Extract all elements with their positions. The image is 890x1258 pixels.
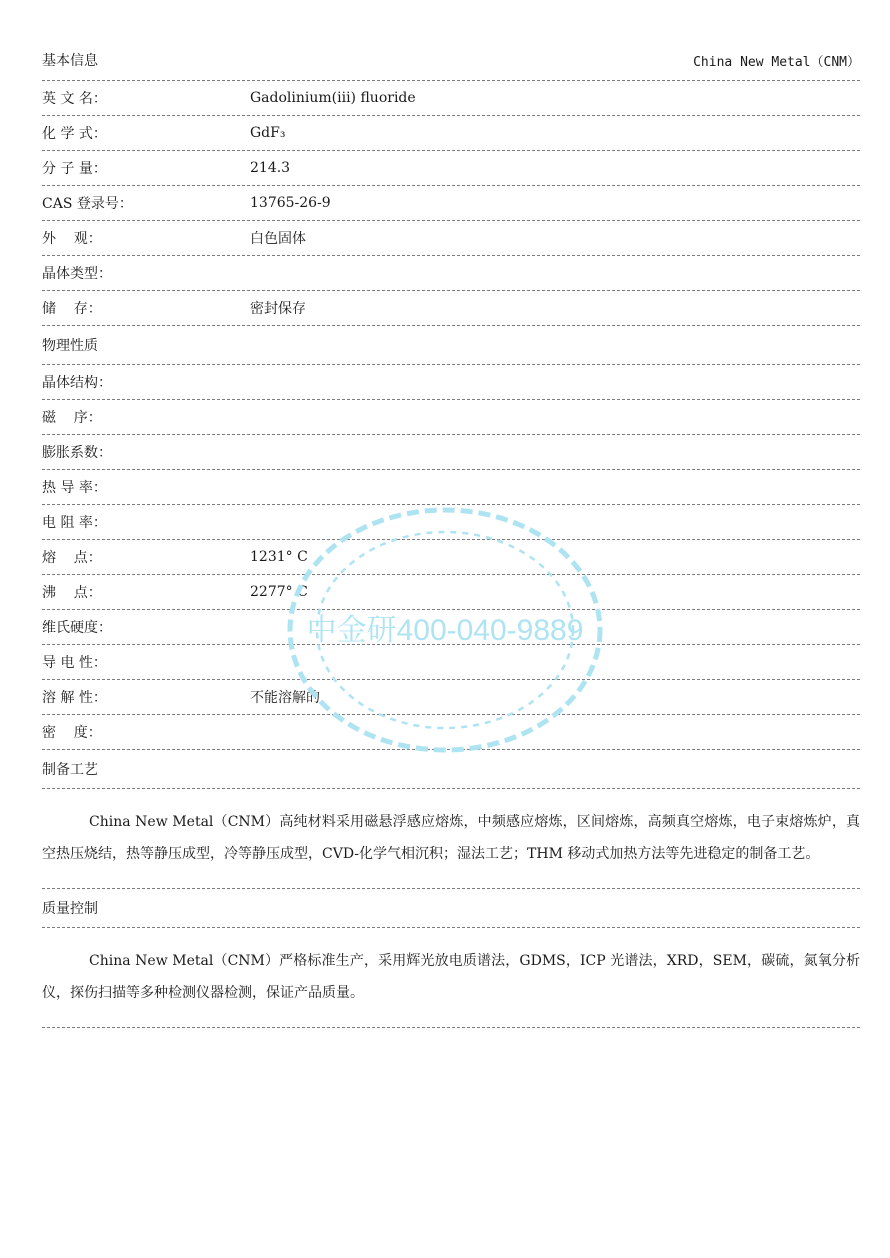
table-row [42,540,860,575]
row-label: 电 阻 率： [42,515,107,531]
table-row [42,505,860,540]
row-label: 磁 序： [42,410,102,426]
row-value: 白色固体 [250,231,306,247]
table-row [42,470,860,505]
preparation-heading [42,750,860,789]
row-label: 储 存： [42,301,102,317]
row-label: 外 观： [42,231,102,247]
quality-paragraph: China New Metal（CNM）严格标准生产，采用辉光放电质谱法，GDMS，ICP 光谱法，XRD，SEM，碳硫，氮氧分析仪，探伤扫描等多种检测仪器检测，保证产品质量。 [42,928,860,1028]
table-row [42,291,860,326]
table-row [42,151,860,186]
row-value: 密封保存 [250,301,306,317]
spec-sheet [42,0,860,1028]
row-label: 化 学 式： [42,126,107,142]
section-title: 物理性质 [42,338,98,354]
table-row [42,715,860,750]
basic-info-table [42,81,860,326]
watermark-text: 中金研400-040-9889 [306,614,584,647]
row-value: 13765-26-9 [250,195,331,211]
table-row [42,680,860,715]
row-value: 2277° C [250,584,308,600]
table-row [42,81,860,116]
preparation-paragraph: China New Metal（CNM）高纯材料采用磁悬浮感应熔炼，中频感应熔炼，区间熔炼，高频真空熔炼，电子束熔炼炉，真空热压烧结，热等静压成型，冷等静压成型，CVD-化学气相沉积；湿法工艺；THM 移动式加热方法等先进稳定的制备工艺。 [42,789,860,889]
table-row [42,221,860,256]
row-label: 维氏硬度： [42,620,112,636]
row-label: 膨胀系数： [42,445,112,461]
section-title: 质量控制 [42,901,98,917]
table-row [42,435,860,470]
row-value: GdF₃ [250,125,286,141]
table-row [42,610,860,645]
physical-properties-table [42,365,860,750]
row-value: 214.3 [250,160,291,176]
table-row [42,645,860,680]
quality-heading [42,889,860,928]
row-label: 热 导 率： [42,480,107,496]
row-label: 晶体结构： [42,375,112,391]
brand-name: China New Metal（CNM） [693,54,860,70]
basic-info-heading: 基本信息 [42,53,98,69]
row-label: 密 度： [42,725,102,741]
row-value: 1231° C [250,549,308,565]
physical-properties-heading [42,326,860,365]
row-label: 晶体类型： [42,266,112,282]
table-row [42,575,860,610]
row-label: 分 子 量： [42,161,107,177]
row-value: 不能溶解的 [250,690,320,706]
table-row [42,365,860,400]
row-label: CAS 登录号： [42,196,133,212]
row-label: 导 电 性： [42,655,107,671]
row-value: Gadolinium(iii) fluoride [250,90,416,106]
row-label: 溶 解 性： [42,690,107,706]
table-row [42,256,860,291]
page-header [42,40,860,81]
table-row [42,186,860,221]
table-row [42,400,860,435]
row-label: 熔 点： [42,550,102,566]
table-row [42,116,860,151]
row-label: 英 文 名： [42,91,107,107]
section-title: 制备工艺 [42,762,98,778]
row-label: 沸 点： [42,585,102,601]
